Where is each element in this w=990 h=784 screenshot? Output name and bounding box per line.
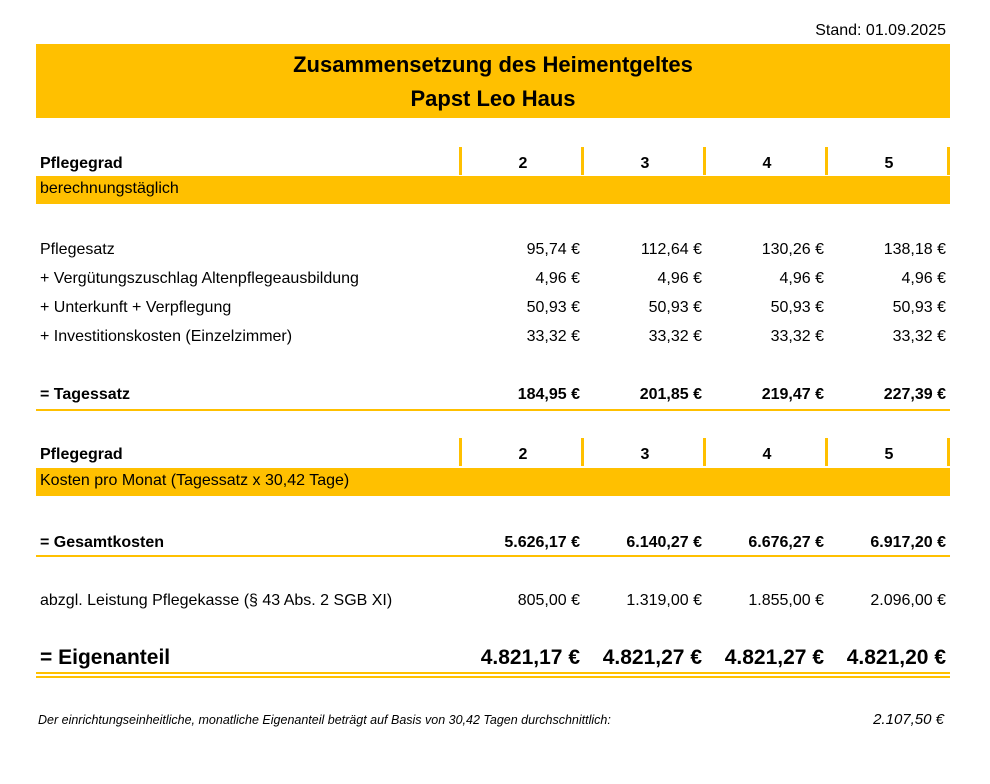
deduction-row: [36, 590, 950, 614]
band-label: berechnungstäglich: [40, 180, 179, 197]
value-cell: 112,64 €: [640, 241, 702, 258]
section1-header-row: [36, 153, 950, 177]
table-row: [36, 297, 950, 321]
grade-cell: 5: [884, 155, 894, 172]
row-label: = Tagessatz: [40, 386, 130, 403]
value-cell: 138,18 €: [883, 241, 946, 258]
footnote-text: Der einrichtungseinheitliche, monatliche Eigenanteil beträgt auf Basis von 30,42 Tagen durchschnittlich:: [38, 713, 611, 727]
divider: [36, 676, 950, 678]
value-cell: 50,93 €: [648, 299, 702, 316]
grade-cell: 4: [762, 446, 772, 463]
value-cell: 5.626,17 €: [504, 534, 580, 551]
value-cell: 33,32 €: [770, 328, 824, 345]
divider: [36, 555, 950, 557]
value-cell: 219,47 €: [761, 386, 824, 403]
value-cell: 95,74 €: [526, 241, 580, 258]
value-cell: 184,95 €: [517, 386, 580, 403]
eigenanteil-row: [36, 644, 950, 672]
tagessatz-row: [36, 384, 950, 408]
value-cell: 1.319,00 €: [626, 592, 702, 609]
stand-date: Stand: 01.09.2025: [815, 22, 946, 39]
section2-header-row: [36, 444, 950, 468]
grade-cell: 4: [762, 155, 772, 172]
title-line1: Zusammensetzung des Heimentgeltes: [293, 52, 693, 77]
value-cell: 227,39 €: [883, 386, 946, 403]
row-label: = Gesamtkosten: [40, 534, 165, 551]
value-cell: 4,96 €: [657, 270, 702, 287]
section2-band: [36, 468, 950, 496]
gesamtkosten-row: [36, 532, 950, 556]
table-row: [36, 326, 950, 350]
grade-cell: 5: [884, 446, 894, 463]
divider: [36, 409, 950, 411]
table-row: [36, 239, 950, 263]
grade-cell: 3: [640, 155, 650, 172]
row-label: + Investitionskosten (Einzelzimmer): [40, 328, 293, 345]
value-cell: 50,93 €: [770, 299, 824, 316]
value-cell: 805,00 €: [517, 592, 580, 609]
band-label: Kosten pro Monat (Tagessatz x 30,42 Tage): [40, 472, 350, 489]
value-cell: 33,32 €: [648, 328, 702, 345]
divider: [36, 672, 950, 674]
value-cell: 6.676,27 €: [748, 534, 824, 551]
value-cell: 4.821,27 €: [724, 646, 824, 669]
value-cell: 1.855,00 €: [748, 592, 824, 609]
header-label: Pflegegrad: [40, 446, 123, 463]
value-cell: 4.821,17 €: [480, 646, 580, 669]
value-cell: 6.917,20 €: [870, 534, 946, 551]
value-cell: 4,96 €: [901, 270, 946, 287]
row-label: + Unterkunft + Verpflegung: [40, 299, 232, 316]
footnote-value: 2.107,50 €: [873, 711, 944, 728]
value-cell: 130,26 €: [761, 241, 824, 258]
row-label: abzgl. Leistung Pflegekasse (§ 43 Abs. 2 SGB XI): [40, 592, 393, 609]
header-label: Pflegegrad: [40, 155, 123, 172]
table-row: [36, 268, 950, 292]
value-cell: 50,93 €: [892, 299, 946, 316]
value-cell: 6.140,27 €: [626, 534, 702, 551]
grade-cell: 2: [518, 446, 528, 463]
row-label: + Vergütungszuschlag Altenpflegeausbildung: [40, 270, 359, 287]
value-cell: 33,32 €: [892, 328, 946, 345]
value-cell: 50,93 €: [526, 299, 580, 316]
value-cell: 4,96 €: [535, 270, 580, 287]
value-cell: 2.096,00 €: [870, 592, 946, 609]
title-line2: Papst Leo Haus: [410, 86, 576, 111]
value-cell: 4.821,20 €: [846, 646, 946, 669]
value-cell: 4,96 €: [779, 270, 824, 287]
grade-cell: 3: [640, 446, 650, 463]
row-label: = Eigenanteil: [40, 646, 171, 669]
title-banner: [36, 44, 950, 118]
value-cell: 33,32 €: [526, 328, 580, 345]
section1-band: [36, 176, 950, 204]
value-cell: 4.821,27 €: [602, 646, 702, 669]
value-cell: 201,85 €: [639, 386, 702, 403]
grade-cell: 2: [518, 155, 528, 172]
row-label: Pflegesatz: [40, 241, 115, 258]
